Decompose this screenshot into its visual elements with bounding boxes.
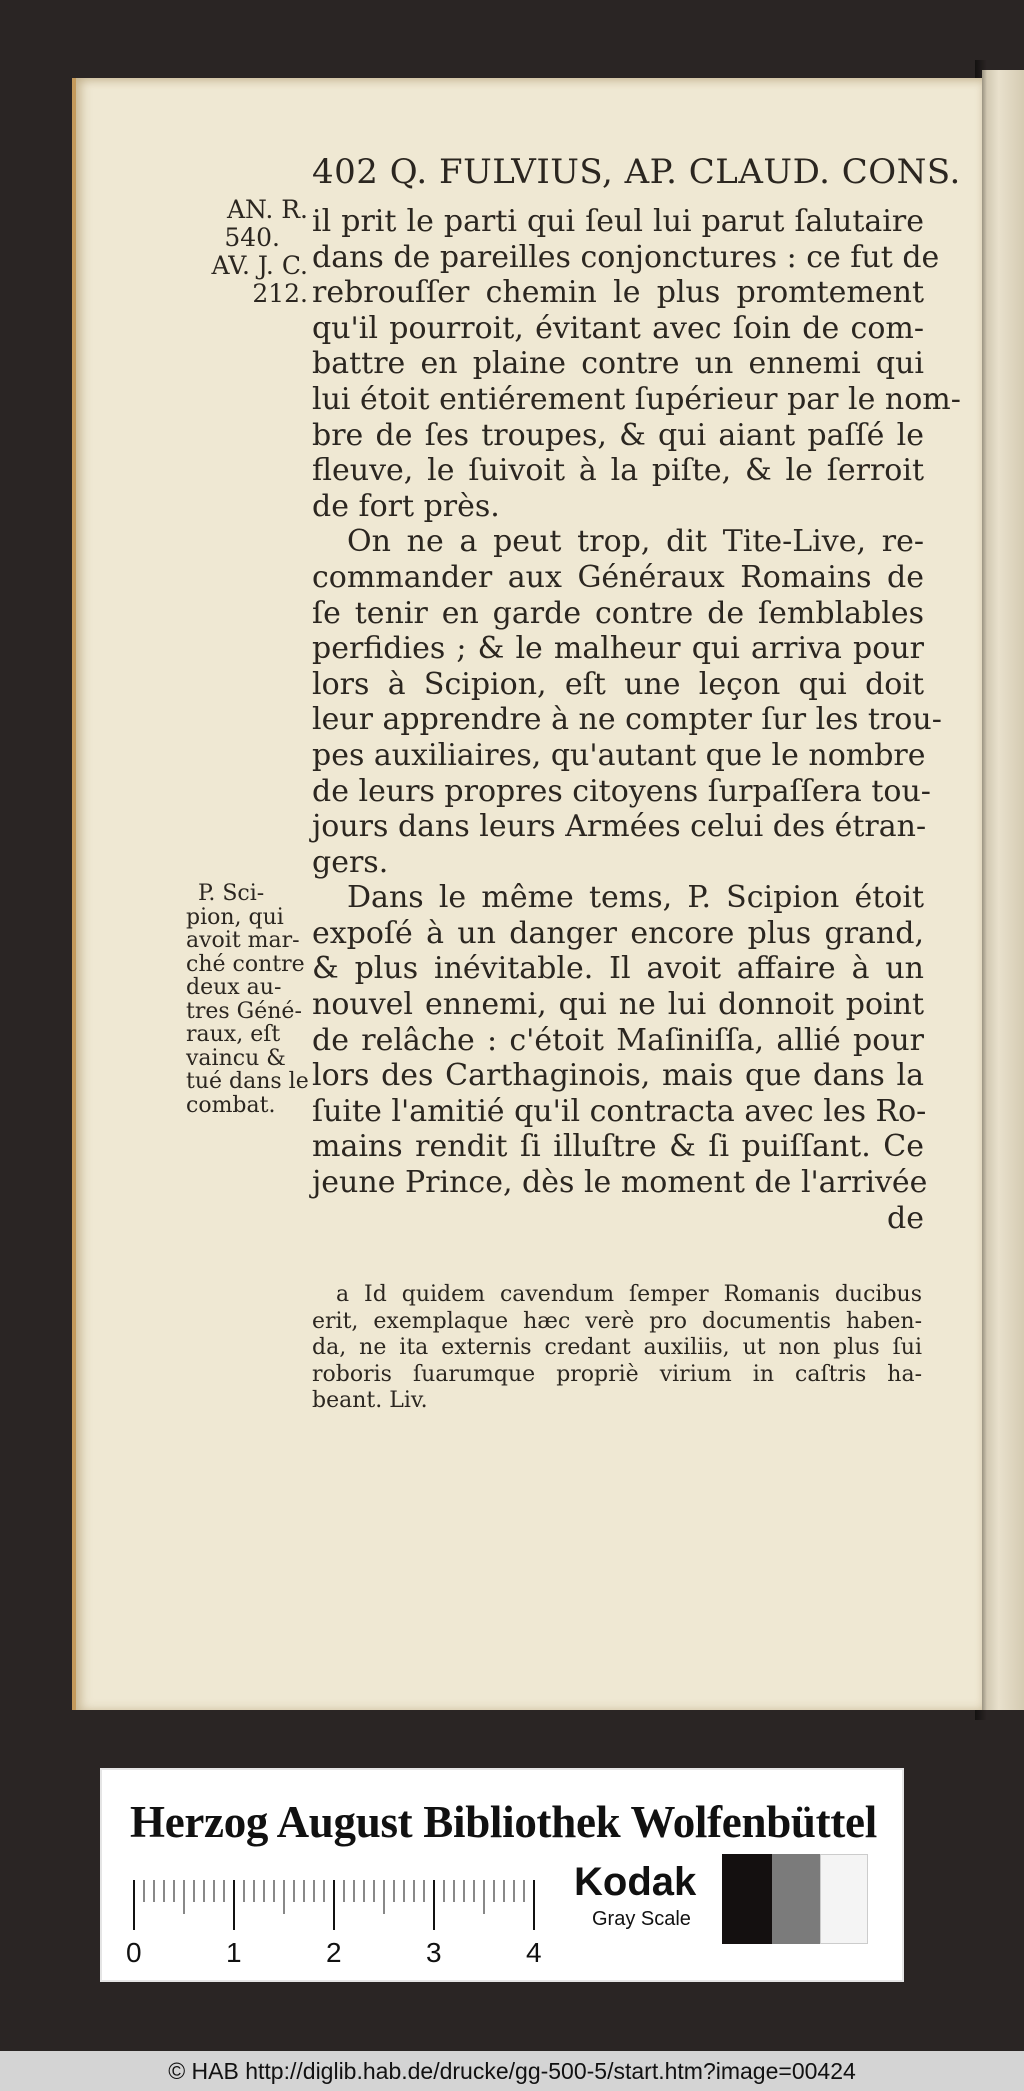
text-line: ſuite l'amitié qu'il contracta avec les Ro- [312,1093,927,1129]
text-line: de relâche : c'étoit Maſiniſſa, allié pour [312,1022,924,1058]
text-line: leur apprendre à ne compter ſur les trou- [312,702,942,738]
text-line: fleuve, le ſuivoit à la piſte, & le ſerroit [312,453,924,489]
running-header: 402 Q. FULVIUS, AP. CLAUD. CONS. [312,152,961,192]
margin-year-line: AV. J. C. [211,251,308,280]
footnote [312,1282,922,1415]
ruler-label: 0 [126,1937,142,1968]
gray-swatches [722,1854,868,1944]
footnote-line: a Id quidem cavendum ſemper Romanis ducibus [336,1282,922,1307]
swatch-gray [772,1854,820,1944]
text-line: & plus inévitable. Il avoit affaire à un [312,951,924,987]
text-line: perfidies ; & le malheur qui arriva pour [312,631,924,667]
text-line: jeune Prince, dès le moment de l'arrivée [312,1165,928,1201]
text-line: il prit le parti qui ſeul lui parut ſalutaire [312,204,924,239]
text-line: de leurs propres citoyens ſurpaſſera tou- [312,773,931,809]
swatch-white [820,1854,868,1944]
footnote-line: erit, exemplaque hæc verè pro documentis haben- [312,1308,922,1334]
ruler-label: 3 [426,1937,442,1968]
text-line: battre en plaine contre un ennemi qui [312,346,924,382]
text-line: lors à Scipion, eſt une leçon qui doit [312,666,924,702]
next-page-edge [982,70,1024,1710]
footnote-line: da, ne ita externis credant auxiliis, ut non plus ſui [312,1335,922,1360]
margin-year-line: 540. [224,223,280,252]
text-line: Dans le même tems, P. Scipion étoit [347,880,924,916]
text-line: rebrouſſer chemin le plus promtement [312,275,924,311]
margin-year-line: AN. R. [227,195,308,224]
text-line: de [887,1200,924,1236]
margin-note-line: deux au- [186,975,282,1000]
text-line: pes auxiliaires, qu'autant que le nombre [312,737,926,773]
text-line: On ne a peut trop, dit Tite-Live, re- [347,524,924,560]
source-credit-bar: © HAB http://diglib.hab.de/drucke/gg-500-5/start.htm?image=00424 [0,2051,1024,2091]
margin-note-line: pion, qui [186,904,284,930]
margin-year-note [178,196,308,308]
margin-note-line: tué dans le [186,1069,309,1094]
margin-note-line: vaincu & [186,1045,286,1071]
margin-note-line: combat. [186,1092,276,1118]
text-line: de fort près. [312,488,500,524]
margin-note-line: avoit mar- [186,928,300,953]
text-line: bre de ſes troupes, & qui aiant paſſé le [312,417,924,453]
margin-year-line: 212. [252,279,308,308]
swatch-black [722,1854,772,1944]
text-line: lui étoit entiérement ſupérieur par le nom- [312,381,961,417]
text-line: qu'il pourroit, évitant avec ſoin de com- [312,310,924,346]
text-line: lors des Carthaginois, mais que dans la [312,1058,924,1094]
gray-scale-label: Gray Scale [592,1908,691,1930]
text-line: nouvel ennemi, qui ne lui donnoit point [312,987,924,1023]
text-line: gers. [312,844,389,880]
text-line: jours dans leurs Armées celui des étran- [312,809,927,845]
margin-note-line: P. Sci- [198,881,265,906]
color-calibration-card [100,1768,904,1982]
margin-note-line: raux, eſt [186,1022,281,1047]
margin-note-line: ché contre [186,951,305,977]
ruler-label: 1 [226,1937,242,1968]
text-line: commander aux Généraux Romains de [312,559,924,595]
footnote-line: roboris ſuarumque propriè virium in caſtris ha- [312,1361,922,1387]
text-line: mains rendit ſi illuſtre & ſi puiſſant. Ce [312,1129,924,1165]
kodak-logo: Kodak [574,1860,697,1904]
ruler-label: 2 [326,1937,342,1968]
footnote-line: beant. Liv. [312,1388,428,1413]
body-text [312,204,961,1236]
margin-note-line: tres Géné- [186,998,302,1024]
library-title: Herzog August Bibliothek Wolfenbüttel [130,1797,877,1847]
text-line: ſe tenir en garde contre de ſemblables [312,595,924,631]
text-line: expoſé à un danger encore plus grand, [312,915,924,951]
text-line: dans de pareilles conjonctures : ce fut de [312,239,940,275]
ruler-scale [126,1870,642,1970]
ruler-label: 4 [526,1937,542,1968]
margin-note-scipion [186,882,314,1117]
